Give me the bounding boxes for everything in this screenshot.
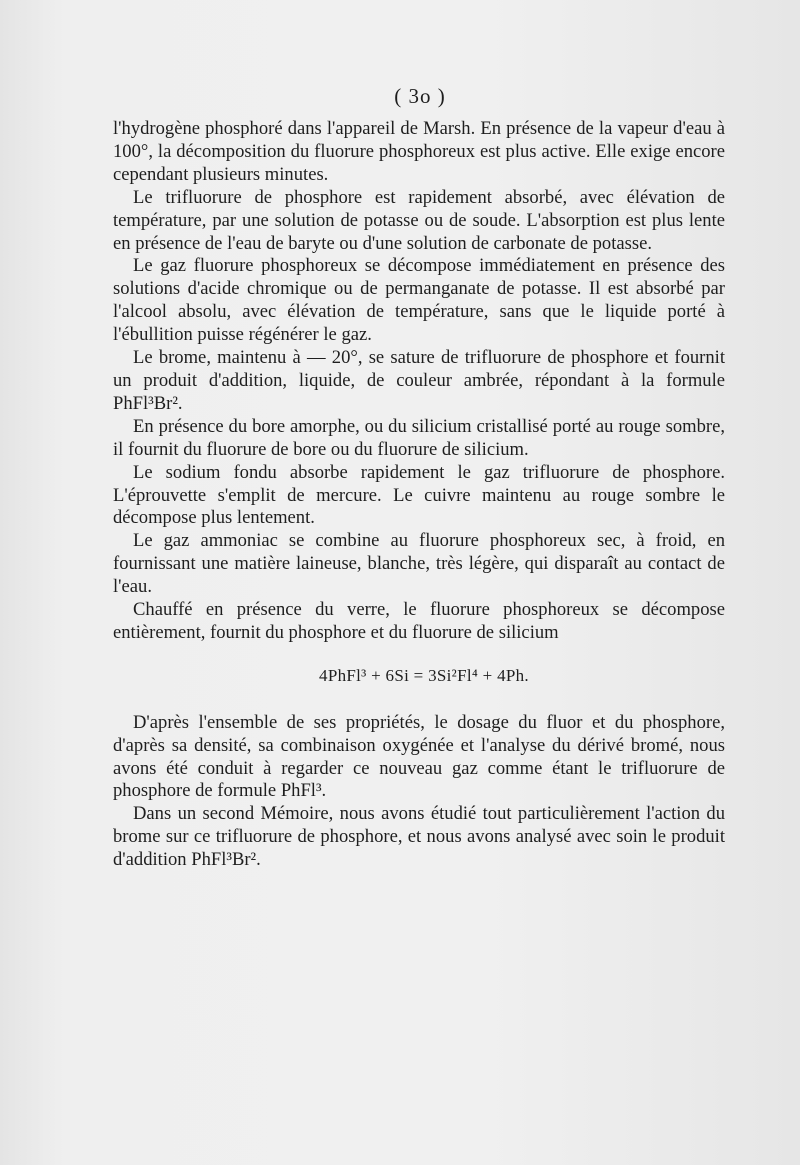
paragraph-3: Le gaz fluorure phosphoreux se décompose immédiatement en présence des solutions d'acide chromique ou de permanganate de potasse. Il est absorbé par l'alcool absolu, avec élévation de température, sans que le liquide porté à l'ébullition puisse régénérer le gaz. [113, 255, 725, 346]
paragraph-7: Le gaz ammoniac se combine au fluorure phosphoreux sec, à froid, en fournissant une matière laineuse, blanche, très légère, qui disparaît au contact de l'eau. [113, 530, 725, 598]
body-text [113, 118, 725, 872]
chemical-equation: 4PhFl³ + 6Si = 3Si²Fl⁴ + 4Ph. [319, 665, 529, 685]
paragraph-5: En présence du bore amorphe, ou du silicium cristallisé porté au rouge sombre, il fournit du fluorure de bore ou du fluorure de silicium. [113, 415, 725, 460]
paragraph-6: Le sodium fondu absorbe rapidement le gaz trifluorure de phosphore. L'éprouvette s'emplit de mercure. Le cuivre maintenu au rouge sombre le décompose plus lentement. [113, 461, 725, 529]
page-number: ( 3o ) [394, 84, 446, 108]
paragraph-9: D'après l'ensemble de ses propriétés, le dosage du fluor et du phosphore, d'après sa densité, sa combinaison oxygénée et l'analyse du dérivé bromé, nous avons été conduit à regarder ce nouveau gaz comme étant le trifluorure de phosphore de formule PhFl³. [113, 711, 725, 802]
paragraph-8: Chauffé en présence du verre, le fluorure phosphoreux se décompose entièrement, fournit du phosphore et du fluorure de silicium [113, 599, 725, 643]
paragraph-4: Le brome, maintenu à — 20°, se sature de trifluorure de phosphore et fournit un produit d'addition, liquide, de couleur ambrée, répondant à la formule PhFl³Br². [113, 347, 725, 414]
paragraph-10: Dans un second Mémoire, nous avons étudié tout particulièrement l'action du brome sur ce trifluorure de phosphore, et nous avons analysé avec soin le produit d'addition PhFl³Br². [113, 803, 725, 871]
paragraph-2: Le trifluorure de phosphore est rapidement absorbé, avec élévation de température, par une solution de potasse ou de soude. L'absorption est plus lente en présence de l'eau de baryte ou d'une solution de carbonate de potasse. [113, 186, 725, 254]
paragraph-1: l'hydrogène phosphoré dans l'appareil de Marsh. En présence de la vapeur d'eau à 100°, la décomposition du fluorure phosphoreux est plus active. Elle exige encore cependant plusieurs minutes. [113, 118, 725, 185]
